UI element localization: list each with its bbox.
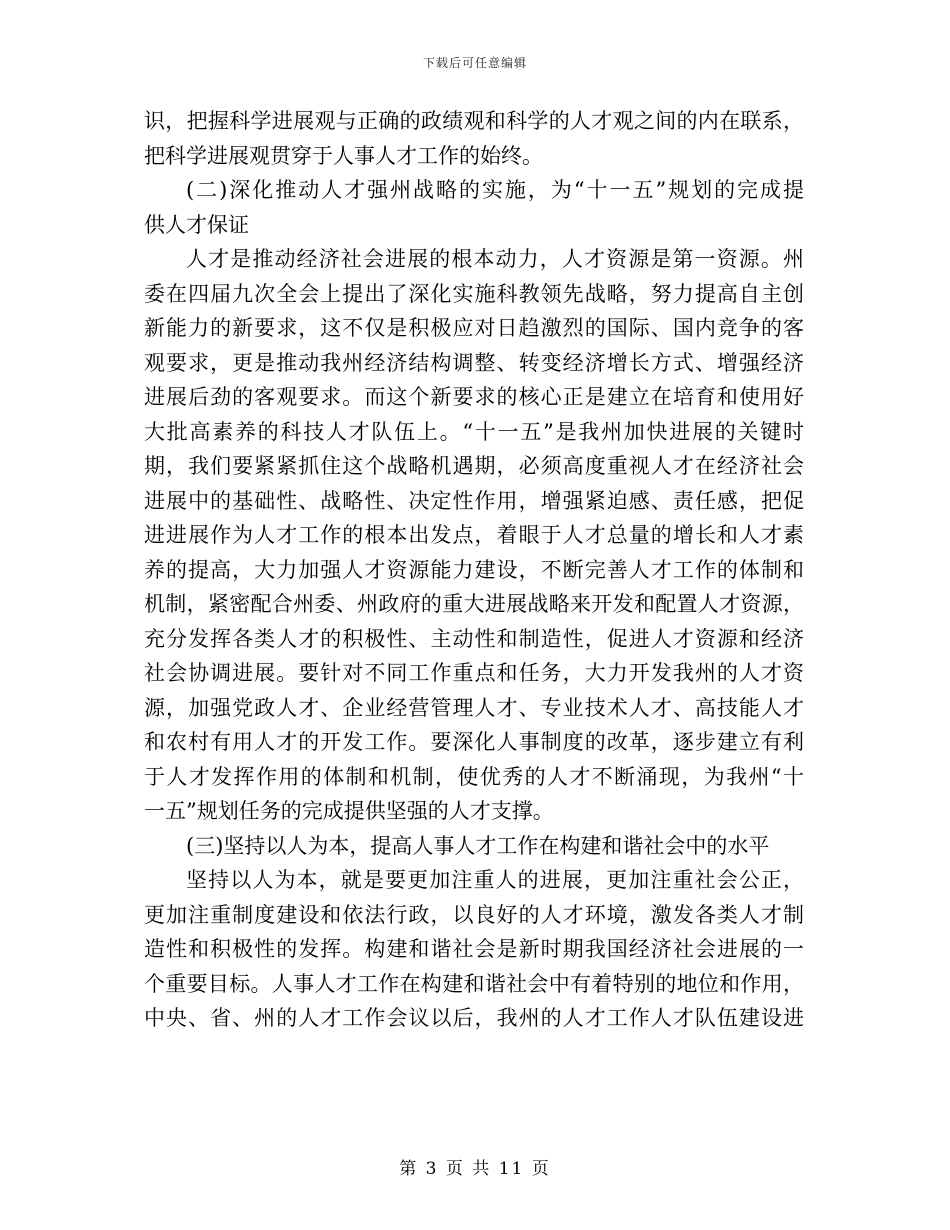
text-line: 新能力的新要求，这不仅是积极应对日趋激烈的国际、国内竞争的客 xyxy=(144,316,804,340)
text-line: 中央、省、州的人才工作会议以后，我州的人才工作人才队伍建设进 xyxy=(144,1006,804,1030)
text-line: 把科学进展观贯穿于人事人才工作的始终。 xyxy=(144,143,543,168)
text-line: 坚持以人为本，就是要更加注重人的进展，更加注重社会公正， xyxy=(186,868,804,892)
text-line: 进进展作为人才工作的根本出发点，着眼于人才总量的增长和人才素 xyxy=(144,523,804,547)
text-line: 更加注重制度建设和依法行政，以良好的人才环境，激发各类人才制 xyxy=(144,902,804,927)
text-line: 充分发挥各类人才的积极性、主动性和制造性，促进人才资源和经济 xyxy=(144,626,804,651)
page-number-footer: 第 3 页 共 11 页 xyxy=(399,1159,551,1179)
text-line: 造性和积极性的发挥。构建和谐社会是新时期我国经济社会进展的一 xyxy=(144,937,804,961)
text-line: 养的提高，大力加强人才资源能力建设，不断完善人才工作的体制和 xyxy=(144,557,804,582)
text-line: 供人才保证 xyxy=(144,212,249,237)
text-line: 一五”规划任务的完成提供坚强的人才支撑。 xyxy=(144,799,554,823)
text-line: 源，加强党政人才、企业经营管理人才、专业技术人才、高技能人才 xyxy=(144,695,804,720)
text-line: 人才是推动经济社会进展的根本动力，人才资源是第一资源。州 xyxy=(186,247,804,271)
text-line: 观要求，更是推动我州经济结构调整、转变经济增长方式、增强经济 xyxy=(144,350,804,375)
text-line: 个重要目标。人事人才工作在构建和谐社会中有着特别的地位和作用， xyxy=(144,971,804,996)
text-line: 进展中的基础性、战略性、决定性作用，增强紧迫感、责任感，把促 xyxy=(144,488,804,513)
text-line: 社会协调进展。要针对不同工作重点和任务，大力开发我州的人才资 xyxy=(144,661,804,685)
text-line: 机制，紧密配合州委、州政府的重大进展战略来开发和配置人才资源， xyxy=(144,592,804,616)
text-line: 期，我们要紧紧抓住这个战略机遇期，必须高度重视人才在经济社会 xyxy=(144,454,804,478)
text-line: (二)深化推动人才强州战略的实施，为“十一五”规划的完成提 xyxy=(186,178,804,202)
text-line: 和农村有用人才的开发工作。要深化人事制度的改革，逐步建立有利 xyxy=(144,730,804,754)
text-line: 大批高素养的科技人才队伍上。“十一五”是我州加快进展的关键时 xyxy=(144,419,804,444)
text-line: (三)坚持以人为本，提高人事人才工作在构建和谐社会中的水平 xyxy=(186,833,770,858)
page-header: 下载后可任意编辑 xyxy=(422,56,527,70)
text-line: 识，把握科学进展观与正确的政绩观和科学的人才观之间的内在联系， xyxy=(144,109,804,133)
document-body xyxy=(144,104,804,1036)
text-line: 于人才发挥作用的体制和机制，使优秀的人才不断涌现，为我州“十 xyxy=(144,764,804,789)
text-line: 委在四届九次全会上提出了深化实施科教领先战略，努力提高自主创 xyxy=(144,281,804,306)
text-line: 进展后劲的客观要求。而这个新要求的核心正是建立在培育和使用好 xyxy=(144,385,804,409)
